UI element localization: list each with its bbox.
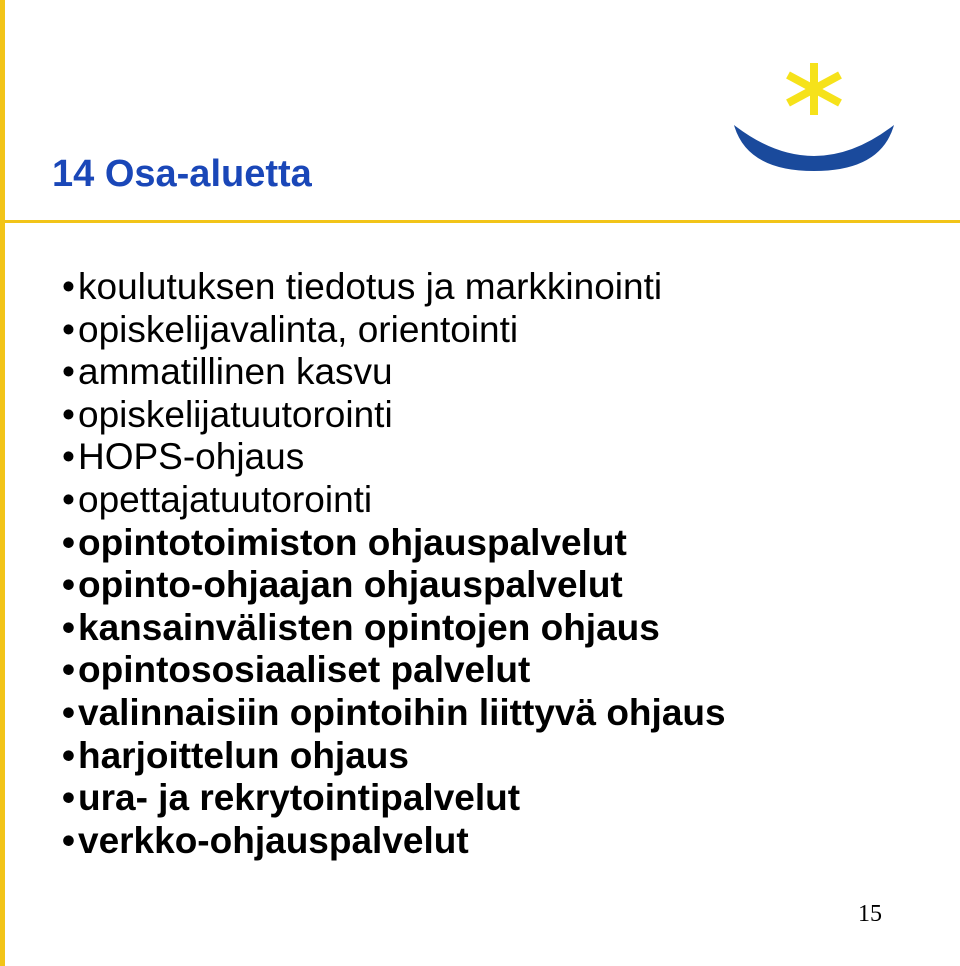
bullet-item-hops-ohjaus	[62, 436, 726, 479]
bullet-item-opiskelijatuutorointi	[62, 394, 726, 437]
bullet-item-label: ura- ja rekrytointipalvelut	[78, 777, 521, 819]
bullet-symbol: •	[62, 436, 75, 478]
bullet-symbol: •	[62, 649, 75, 691]
blue-arc	[734, 125, 894, 171]
bullet-item-label: HOPS-ohjaus	[78, 436, 305, 478]
yellow-asterisk-star	[788, 63, 840, 115]
bullet-symbol: •	[62, 819, 75, 861]
bullet-item-koulutuksen-tiedotus	[62, 266, 726, 309]
bullet-symbol: •	[62, 521, 75, 563]
bullet-item-label: opinto-ohjaajan ohjauspalvelut	[78, 564, 623, 606]
bullet-symbol: •	[62, 478, 75, 520]
slide-title: 14 Osa-aluetta	[52, 153, 312, 195]
bullet-item-opintotoimiston-ohjauspalvelut	[62, 522, 726, 565]
bullet-item-kansainvalisten-opintojen-ohjaus	[62, 607, 726, 650]
bullet-item-opettajatuutorointi	[62, 479, 726, 522]
bullet-item-label: opiskelijatuutorointi	[78, 393, 393, 435]
star-over-arc-logo-icon	[726, 55, 901, 180]
bullet-symbol: •	[62, 691, 75, 733]
bullet-list	[62, 266, 726, 862]
title-divider-rule	[0, 220, 960, 223]
bullet-symbol: •	[62, 266, 75, 307]
bullet-symbol: •	[62, 564, 75, 606]
bullet-item-opintososiaaliset-palvelut	[62, 649, 726, 692]
bullet-item-label: valinnaisiin opintoihin liittyvä ohjaus	[78, 691, 726, 733]
page-number: 15	[858, 901, 882, 927]
bullet-item-label: opintotoimiston ohjauspalvelut	[78, 521, 627, 563]
bullet-item-opinto-ohjaajan-ohjauspalvelut	[62, 564, 726, 607]
bullet-item-label: harjoittelun ohjaus	[78, 734, 409, 776]
bullet-symbol: •	[62, 351, 75, 393]
bullet-item-label: kansainvälisten opintojen ohjaus	[78, 606, 660, 648]
bullet-item-label: opiskelijavalinta, orientointi	[78, 308, 519, 350]
bullet-item-label: opettajatuutorointi	[78, 478, 373, 520]
bullet-item-verkko-ohjauspalvelut	[62, 820, 726, 863]
bullet-item-label: koulutuksen tiedotus ja markkinointi	[78, 266, 663, 307]
bullet-item-label: verkko-ohjauspalvelut	[78, 819, 469, 861]
bullet-item-harjoittelun-ohjaus	[62, 735, 726, 778]
bullet-item-valinnaisiin-opintoihin-liittyva-ohjaus	[62, 692, 726, 735]
bullet-item-ammatillinen-kasvu	[62, 351, 726, 394]
bullet-item-opiskelijavalinta	[62, 309, 726, 352]
bullet-item-ura-ja-rekrytointipalvelut	[62, 777, 726, 820]
bullet-symbol: •	[62, 308, 75, 350]
bullet-symbol: •	[62, 393, 75, 435]
left-accent-rule	[0, 0, 5, 966]
bullet-symbol: •	[62, 606, 75, 648]
bullet-symbol: •	[62, 734, 75, 776]
bullet-item-label: ammatillinen kasvu	[78, 351, 393, 393]
bullet-item-label: opintososiaaliset palvelut	[78, 649, 531, 691]
bullet-symbol: •	[62, 777, 75, 819]
